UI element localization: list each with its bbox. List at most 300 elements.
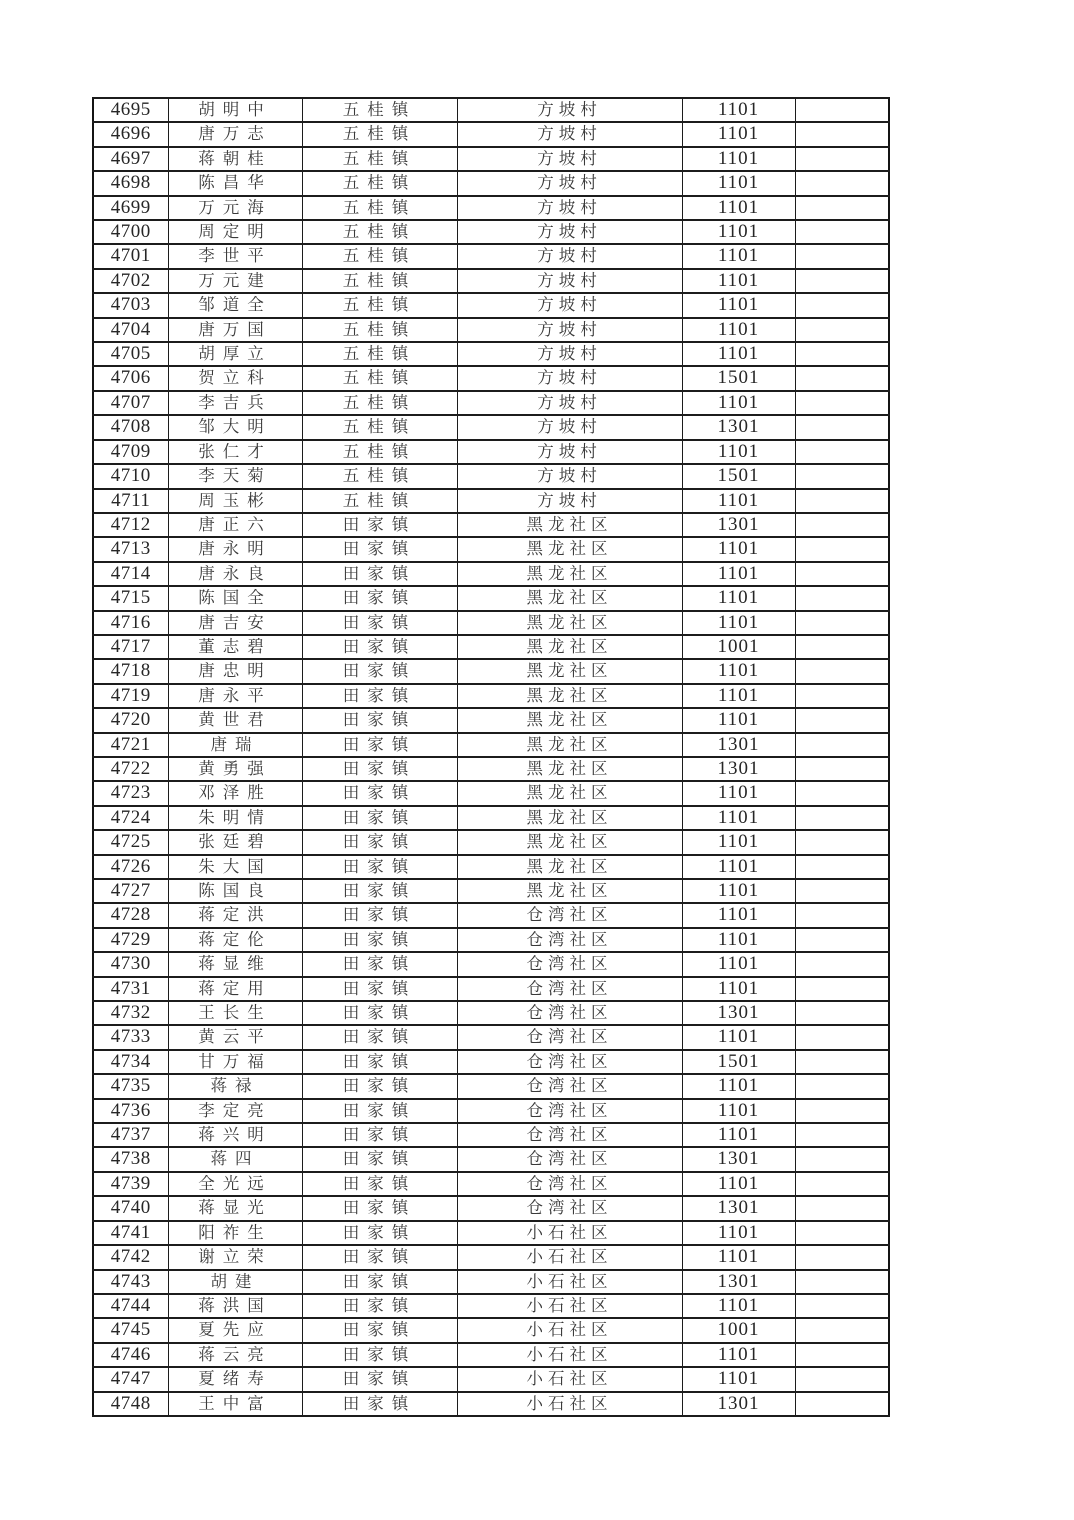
cell-notes [795, 1221, 889, 1245]
cell-person-name: 李天菊 [168, 464, 302, 488]
cell-village: 仓湾社区 [457, 1050, 682, 1074]
table-row [93, 952, 889, 976]
table-row [93, 391, 889, 415]
cell-code: 1101 [682, 342, 795, 366]
cell-code: 1101 [682, 1099, 795, 1123]
cell-notes [795, 366, 889, 390]
cell-village: 小石社区 [457, 1392, 682, 1416]
cell-town: 田家镇 [302, 1343, 457, 1367]
table-row [93, 537, 889, 561]
table-row [93, 928, 889, 952]
table-row [93, 1367, 889, 1391]
cell-notes [795, 318, 889, 342]
cell-serial-number: 4744 [93, 1294, 168, 1318]
table-row [93, 855, 889, 879]
cell-serial-number: 4733 [93, 1025, 168, 1049]
table-row [93, 1099, 889, 1123]
cell-serial-number: 4721 [93, 733, 168, 757]
cell-code: 1101 [682, 196, 795, 220]
cell-code: 1101 [682, 269, 795, 293]
table-row [93, 269, 889, 293]
cell-person-name: 李世平 [168, 244, 302, 268]
cell-serial-number: 4712 [93, 513, 168, 537]
cell-notes [795, 806, 889, 830]
cell-code: 1101 [682, 440, 795, 464]
cell-code: 1301 [682, 1196, 795, 1220]
cell-town: 五桂镇 [302, 196, 457, 220]
cell-code: 1301 [682, 733, 795, 757]
cell-serial-number: 4731 [93, 977, 168, 1001]
cell-town: 田家镇 [302, 855, 457, 879]
cell-village: 黑龙社区 [457, 708, 682, 732]
cell-town: 田家镇 [302, 830, 457, 854]
cell-person-name: 周定明 [168, 220, 302, 244]
cell-village: 仓湾社区 [457, 1123, 682, 1147]
cell-person-name: 唐永明 [168, 537, 302, 561]
cell-town: 田家镇 [302, 1050, 457, 1074]
cell-serial-number: 4699 [93, 196, 168, 220]
cell-code: 1101 [682, 1025, 795, 1049]
table-row [93, 98, 889, 122]
cell-village: 方坡村 [457, 293, 682, 317]
cell-village: 方坡村 [457, 415, 682, 439]
cell-village: 仓湾社区 [457, 1074, 682, 1098]
cell-serial-number: 4748 [93, 1392, 168, 1416]
cell-serial-number: 4725 [93, 830, 168, 854]
cell-code: 1101 [682, 806, 795, 830]
table-row [93, 659, 889, 683]
cell-notes [795, 928, 889, 952]
cell-person-name: 李吉兵 [168, 391, 302, 415]
cell-code: 1101 [682, 781, 795, 805]
cell-person-name: 蒋定用 [168, 977, 302, 1001]
cell-code: 1101 [682, 830, 795, 854]
cell-notes [795, 733, 889, 757]
cell-notes [795, 1001, 889, 1025]
cell-serial-number: 4746 [93, 1343, 168, 1367]
cell-town: 田家镇 [302, 708, 457, 732]
cell-serial-number: 4729 [93, 928, 168, 952]
cell-serial-number: 4701 [93, 244, 168, 268]
cell-person-name: 万元海 [168, 196, 302, 220]
cell-serial-number: 4695 [93, 98, 168, 122]
cell-code: 1301 [682, 513, 795, 537]
cell-person-name: 唐吉安 [168, 611, 302, 635]
roster-table [92, 97, 890, 1417]
cell-code: 1501 [682, 366, 795, 390]
cell-serial-number: 4697 [93, 147, 168, 171]
cell-village: 方坡村 [457, 98, 682, 122]
cell-code: 1101 [682, 489, 795, 513]
cell-village: 黑龙社区 [457, 757, 682, 781]
cell-village: 仓湾社区 [457, 1196, 682, 1220]
cell-town: 五桂镇 [302, 220, 457, 244]
cell-notes [795, 513, 889, 537]
cell-village: 小石社区 [457, 1221, 682, 1245]
cell-code: 1101 [682, 220, 795, 244]
cell-person-name: 夏绪寿 [168, 1367, 302, 1391]
cell-person-name: 董志碧 [168, 635, 302, 659]
cell-serial-number: 4734 [93, 1050, 168, 1074]
cell-code: 1101 [682, 855, 795, 879]
cell-town: 田家镇 [302, 635, 457, 659]
table-row [93, 1147, 889, 1171]
table-row [93, 1270, 889, 1294]
table-row [93, 513, 889, 537]
cell-town: 田家镇 [302, 1025, 457, 1049]
cell-notes [795, 952, 889, 976]
cell-notes [795, 489, 889, 513]
cell-town: 五桂镇 [302, 122, 457, 146]
cell-person-name: 蒋朝桂 [168, 147, 302, 171]
table-row [93, 1221, 889, 1245]
cell-serial-number: 4713 [93, 537, 168, 561]
table-row [93, 244, 889, 268]
cell-notes [795, 1147, 889, 1171]
cell-town: 田家镇 [302, 1392, 457, 1416]
cell-town: 五桂镇 [302, 171, 457, 195]
cell-notes [795, 537, 889, 561]
table-row [93, 293, 889, 317]
cell-notes [795, 293, 889, 317]
cell-code: 1101 [682, 293, 795, 317]
cell-village: 黑龙社区 [457, 684, 682, 708]
cell-person-name: 唐正六 [168, 513, 302, 537]
table-row [93, 733, 889, 757]
table-row [93, 1392, 889, 1416]
cell-village: 方坡村 [457, 244, 682, 268]
cell-person-name: 邹道全 [168, 293, 302, 317]
cell-town: 田家镇 [302, 537, 457, 561]
cell-person-name: 朱大国 [168, 855, 302, 879]
cell-town: 田家镇 [302, 684, 457, 708]
cell-person-name: 蒋洪国 [168, 1294, 302, 1318]
cell-village: 仓湾社区 [457, 903, 682, 927]
cell-notes [795, 1196, 889, 1220]
cell-notes [795, 757, 889, 781]
cell-code: 1101 [682, 1245, 795, 1269]
cell-person-name: 贺立科 [168, 366, 302, 390]
cell-serial-number: 4705 [93, 342, 168, 366]
cell-village: 黑龙社区 [457, 781, 682, 805]
table-row [93, 171, 889, 195]
cell-notes [795, 1318, 889, 1342]
cell-village: 黑龙社区 [457, 830, 682, 854]
cell-serial-number: 4737 [93, 1123, 168, 1147]
cell-person-name: 陈国全 [168, 586, 302, 610]
cell-notes [795, 562, 889, 586]
cell-town: 五桂镇 [302, 366, 457, 390]
cell-notes [795, 415, 889, 439]
cell-town: 五桂镇 [302, 464, 457, 488]
cell-code: 1101 [682, 1343, 795, 1367]
cell-person-name: 张仁才 [168, 440, 302, 464]
cell-person-name: 唐万志 [168, 122, 302, 146]
cell-notes [795, 830, 889, 854]
cell-village: 小石社区 [457, 1343, 682, 1367]
cell-person-name: 唐忠明 [168, 659, 302, 683]
cell-serial-number: 4720 [93, 708, 168, 732]
cell-village: 仓湾社区 [457, 1172, 682, 1196]
cell-person-name: 蒋定洪 [168, 903, 302, 927]
cell-code: 1101 [682, 318, 795, 342]
cell-village: 小石社区 [457, 1318, 682, 1342]
table-row [93, 122, 889, 146]
table-row [93, 220, 889, 244]
table-row [93, 464, 889, 488]
cell-town: 田家镇 [302, 586, 457, 610]
cell-code: 1101 [682, 928, 795, 952]
cell-code: 1101 [682, 1074, 795, 1098]
cell-code: 1101 [682, 708, 795, 732]
cell-code: 1101 [682, 171, 795, 195]
table-row [93, 635, 889, 659]
cell-person-name: 唐永平 [168, 684, 302, 708]
cell-town: 田家镇 [302, 806, 457, 830]
table-row [93, 1196, 889, 1220]
table-row [93, 1001, 889, 1025]
cell-town: 田家镇 [302, 781, 457, 805]
table-row [93, 1318, 889, 1342]
cell-town: 田家镇 [302, 1123, 457, 1147]
cell-notes [795, 1270, 889, 1294]
cell-serial-number: 4704 [93, 318, 168, 342]
cell-person-name: 夏先应 [168, 1318, 302, 1342]
cell-code: 1101 [682, 879, 795, 903]
cell-serial-number: 4747 [93, 1367, 168, 1391]
table-row [93, 1025, 889, 1049]
cell-notes [795, 171, 889, 195]
cell-person-name: 唐永良 [168, 562, 302, 586]
cell-code: 1101 [682, 977, 795, 1001]
cell-village: 黑龙社区 [457, 733, 682, 757]
cell-code: 1101 [682, 1123, 795, 1147]
cell-notes [795, 1099, 889, 1123]
cell-village: 方坡村 [457, 171, 682, 195]
table-row [93, 1294, 889, 1318]
cell-notes [795, 1172, 889, 1196]
cell-person-name: 陈昌华 [168, 171, 302, 195]
cell-town: 五桂镇 [302, 391, 457, 415]
cell-code: 1301 [682, 1147, 795, 1171]
cell-town: 田家镇 [302, 562, 457, 586]
cell-town: 五桂镇 [302, 489, 457, 513]
table-row [93, 903, 889, 927]
cell-town: 田家镇 [302, 1196, 457, 1220]
cell-serial-number: 4732 [93, 1001, 168, 1025]
cell-code: 1101 [682, 122, 795, 146]
table-row [93, 196, 889, 220]
cell-village: 黑龙社区 [457, 562, 682, 586]
cell-code: 1301 [682, 415, 795, 439]
cell-person-name: 周玉彬 [168, 489, 302, 513]
cell-notes [795, 586, 889, 610]
cell-person-name: 张廷碧 [168, 830, 302, 854]
cell-person-name: 甘万福 [168, 1050, 302, 1074]
cell-person-name: 黄勇强 [168, 757, 302, 781]
cell-village: 仓湾社区 [457, 928, 682, 952]
table-row [93, 342, 889, 366]
table-row [93, 415, 889, 439]
cell-notes [795, 244, 889, 268]
cell-person-name: 王长生 [168, 1001, 302, 1025]
cell-serial-number: 4742 [93, 1245, 168, 1269]
cell-town: 田家镇 [302, 903, 457, 927]
cell-notes [795, 879, 889, 903]
cell-town: 五桂镇 [302, 342, 457, 366]
cell-code: 1101 [682, 611, 795, 635]
cell-town: 田家镇 [302, 611, 457, 635]
cell-notes [795, 1367, 889, 1391]
cell-serial-number: 4724 [93, 806, 168, 830]
table-row [93, 830, 889, 854]
cell-notes [795, 220, 889, 244]
cell-village: 黑龙社区 [457, 537, 682, 561]
cell-code: 1101 [682, 537, 795, 561]
cell-serial-number: 4715 [93, 586, 168, 610]
cell-town: 田家镇 [302, 1318, 457, 1342]
cell-serial-number: 4741 [93, 1221, 168, 1245]
cell-code: 1101 [682, 1294, 795, 1318]
cell-town: 田家镇 [302, 757, 457, 781]
cell-code: 1101 [682, 659, 795, 683]
cell-village: 黑龙社区 [457, 659, 682, 683]
cell-code: 1001 [682, 635, 795, 659]
cell-village: 黑龙社区 [457, 513, 682, 537]
table-row [93, 147, 889, 171]
cell-code: 1101 [682, 1172, 795, 1196]
cell-town: 田家镇 [302, 1099, 457, 1123]
cell-village: 方坡村 [457, 464, 682, 488]
table-row [93, 1050, 889, 1074]
cell-person-name: 谢立荣 [168, 1245, 302, 1269]
cell-code: 1101 [682, 391, 795, 415]
cell-village: 方坡村 [457, 269, 682, 293]
cell-village: 黑龙社区 [457, 806, 682, 830]
cell-person-name: 全光远 [168, 1172, 302, 1196]
cell-town: 田家镇 [302, 1294, 457, 1318]
cell-town: 五桂镇 [302, 98, 457, 122]
table-row [93, 879, 889, 903]
cell-town: 田家镇 [302, 513, 457, 537]
cell-code: 1501 [682, 1050, 795, 1074]
cell-town: 五桂镇 [302, 440, 457, 464]
table-row [93, 489, 889, 513]
cell-village: 方坡村 [457, 318, 682, 342]
cell-serial-number: 4735 [93, 1074, 168, 1098]
cell-town: 田家镇 [302, 1367, 457, 1391]
table-row [93, 781, 889, 805]
cell-person-name: 胡厚立 [168, 342, 302, 366]
cell-person-name: 蒋云亮 [168, 1343, 302, 1367]
cell-notes [795, 1050, 889, 1074]
cell-town: 田家镇 [302, 1270, 457, 1294]
cell-notes [795, 1074, 889, 1098]
cell-serial-number: 4739 [93, 1172, 168, 1196]
cell-notes [795, 855, 889, 879]
cell-serial-number: 4707 [93, 391, 168, 415]
cell-notes [795, 781, 889, 805]
cell-village: 黑龙社区 [457, 635, 682, 659]
table-row [93, 684, 889, 708]
cell-person-name: 胡建 [168, 1270, 302, 1294]
cell-village: 仓湾社区 [457, 952, 682, 976]
cell-serial-number: 4727 [93, 879, 168, 903]
cell-village: 方坡村 [457, 342, 682, 366]
cell-code: 1101 [682, 1367, 795, 1391]
cell-code: 1001 [682, 1318, 795, 1342]
cell-code: 1101 [682, 586, 795, 610]
cell-person-name: 蒋显光 [168, 1196, 302, 1220]
table-row [93, 1074, 889, 1098]
cell-notes [795, 147, 889, 171]
cell-serial-number: 4710 [93, 464, 168, 488]
cell-town: 田家镇 [302, 733, 457, 757]
cell-serial-number: 4728 [93, 903, 168, 927]
cell-village: 仓湾社区 [457, 1147, 682, 1171]
cell-town: 田家镇 [302, 1147, 457, 1171]
cell-serial-number: 4700 [93, 220, 168, 244]
cell-serial-number: 4711 [93, 489, 168, 513]
cell-serial-number: 4745 [93, 1318, 168, 1342]
cell-town: 田家镇 [302, 928, 457, 952]
table-row [93, 806, 889, 830]
cell-town: 五桂镇 [302, 244, 457, 268]
cell-village: 黑龙社区 [457, 855, 682, 879]
cell-village: 黑龙社区 [457, 611, 682, 635]
cell-town: 田家镇 [302, 1221, 457, 1245]
cell-person-name: 万元建 [168, 269, 302, 293]
cell-serial-number: 4726 [93, 855, 168, 879]
cell-town: 五桂镇 [302, 269, 457, 293]
table-row [93, 366, 889, 390]
cell-village: 黑龙社区 [457, 586, 682, 610]
cell-village: 仓湾社区 [457, 1001, 682, 1025]
cell-person-name: 蒋兴明 [168, 1123, 302, 1147]
cell-serial-number: 4716 [93, 611, 168, 635]
cell-code: 1101 [682, 952, 795, 976]
cell-notes [795, 635, 889, 659]
cell-serial-number: 4702 [93, 269, 168, 293]
cell-person-name: 蒋定伦 [168, 928, 302, 952]
records-table-body [93, 98, 889, 1416]
cell-village: 方坡村 [457, 122, 682, 146]
cell-village: 方坡村 [457, 489, 682, 513]
cell-code: 1101 [682, 147, 795, 171]
cell-code: 1101 [682, 1221, 795, 1245]
cell-village: 方坡村 [457, 196, 682, 220]
cell-code: 1101 [682, 684, 795, 708]
cell-code: 1501 [682, 464, 795, 488]
cell-code: 1301 [682, 757, 795, 781]
cell-code: 1101 [682, 244, 795, 268]
cell-notes [795, 684, 889, 708]
cell-notes [795, 98, 889, 122]
cell-notes [795, 196, 889, 220]
cell-serial-number: 4708 [93, 415, 168, 439]
table-row [93, 611, 889, 635]
cell-notes [795, 1123, 889, 1147]
cell-notes [795, 342, 889, 366]
cell-person-name: 王中富 [168, 1392, 302, 1416]
cell-person-name: 胡明中 [168, 98, 302, 122]
cell-person-name: 唐万国 [168, 318, 302, 342]
cell-notes [795, 1245, 889, 1269]
table-row [93, 757, 889, 781]
cell-notes [795, 1392, 889, 1416]
table-row [93, 318, 889, 342]
cell-notes [795, 464, 889, 488]
